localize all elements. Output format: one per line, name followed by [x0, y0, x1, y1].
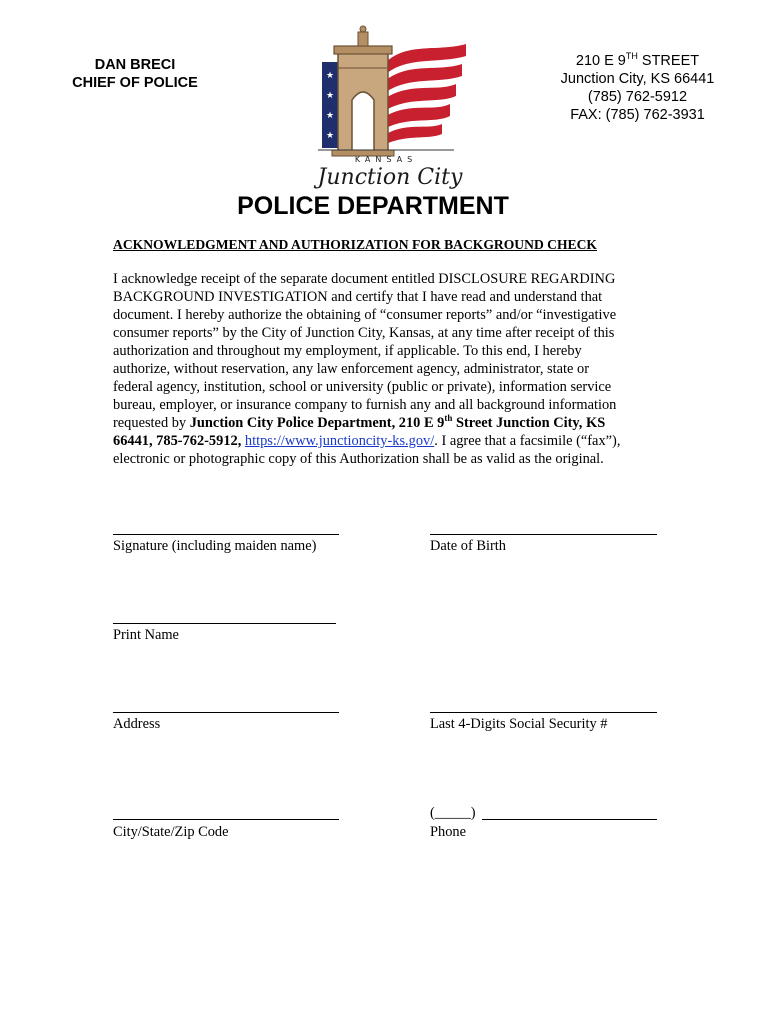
fax-number: FAX: (785) 762-3931 — [570, 107, 705, 123]
address-city: Junction City, KS 66441 — [560, 71, 715, 87]
address-label: Address — [113, 716, 161, 732]
body-line: document. I hereby authorize the obtaining of “consumer reports” and/or “investigative — [113, 307, 617, 323]
dob-line[interactable] — [430, 534, 657, 535]
city-state-zip-line[interactable] — [113, 819, 339, 820]
authorization-paragraph — [113, 270, 673, 468]
ssn-label: Last 4-Digits Social Security # — [430, 716, 608, 732]
svg-text:★: ★ — [326, 111, 335, 121]
body-line: 66441, 785-762-5912, https://www.junctioncity-ks.gov/. I agree that a facsimile (“fax”), — [113, 433, 621, 449]
body-line: I acknowledge receipt of the separate document entitled DISCLOSURE REGARDING — [113, 271, 616, 287]
chief-name: DAN BRECI — [94, 57, 176, 73]
flag-stripes — [386, 44, 466, 144]
svg-text:★: ★ — [326, 91, 335, 101]
dob-label: Date of Birth — [430, 538, 506, 554]
print-name-line[interactable] — [113, 623, 336, 624]
body-line: authorize, without reservation, any law enforcement agency, administrator, state or — [113, 361, 590, 377]
signature-label: Signature (including maiden name) — [113, 538, 317, 554]
junction-city-logo — [298, 22, 474, 192]
phone-label: Phone — [430, 824, 466, 840]
address-block — [540, 52, 735, 124]
junction-city-arch-flag-icon — [298, 22, 474, 192]
phone-number: (785) 762-5912 — [587, 89, 688, 105]
ssn-line[interactable] — [430, 712, 657, 713]
body-line: BACKGROUND INVESTIGATION and certify that I have read and understand that — [113, 289, 603, 305]
body-line: federal agency, institution, school or university (public or private), information service — [113, 379, 612, 395]
chief-title: CHIEF OF POLICE — [72, 75, 198, 91]
arch-monument — [332, 26, 394, 156]
body-line: consumer reports” by the City of Junction City, Kansas, at any time after receipt of this — [113, 325, 615, 341]
svg-text:★: ★ — [326, 71, 335, 81]
svg-text:★: ★ — [326, 131, 335, 141]
body-line: requested by Junction City Police Department, 210 E 9th Street Junction City, KS — [113, 413, 606, 431]
form-subtitle: ACKNOWLEDGMENT AND AUTHORIZATION FOR BACKGROUND CHECK — [113, 237, 598, 252]
city-state-zip-label: City/State/Zip Code — [113, 824, 229, 840]
address-line[interactable] — [113, 712, 339, 713]
svg-text:Junction City: Junction City — [317, 165, 463, 190]
website-link[interactable]: https://www.junctioncity-ks.gov/ — [244, 433, 435, 449]
page-title: POLICE DEPARTMENT — [237, 192, 509, 220]
body-line: authorization and throughout my employment, if applicable. To this end, I hereby — [113, 343, 582, 359]
svg-text:KANSAS: KANSAS — [354, 155, 418, 164]
chief-block — [60, 56, 210, 92]
phone-line[interactable] — [482, 819, 657, 820]
address-street: 210 E 9TH STREET — [575, 51, 700, 69]
phone-area-code: (_____) — [430, 805, 476, 821]
print-name-label: Print Name — [113, 627, 179, 643]
body-line: electronic or photographic copy of this Authorization shall be as valid as the original. — [113, 451, 604, 467]
signature-line[interactable] — [113, 534, 339, 535]
body-line: bureau, employer, or insurance company to furnish any and all background information — [113, 397, 617, 413]
